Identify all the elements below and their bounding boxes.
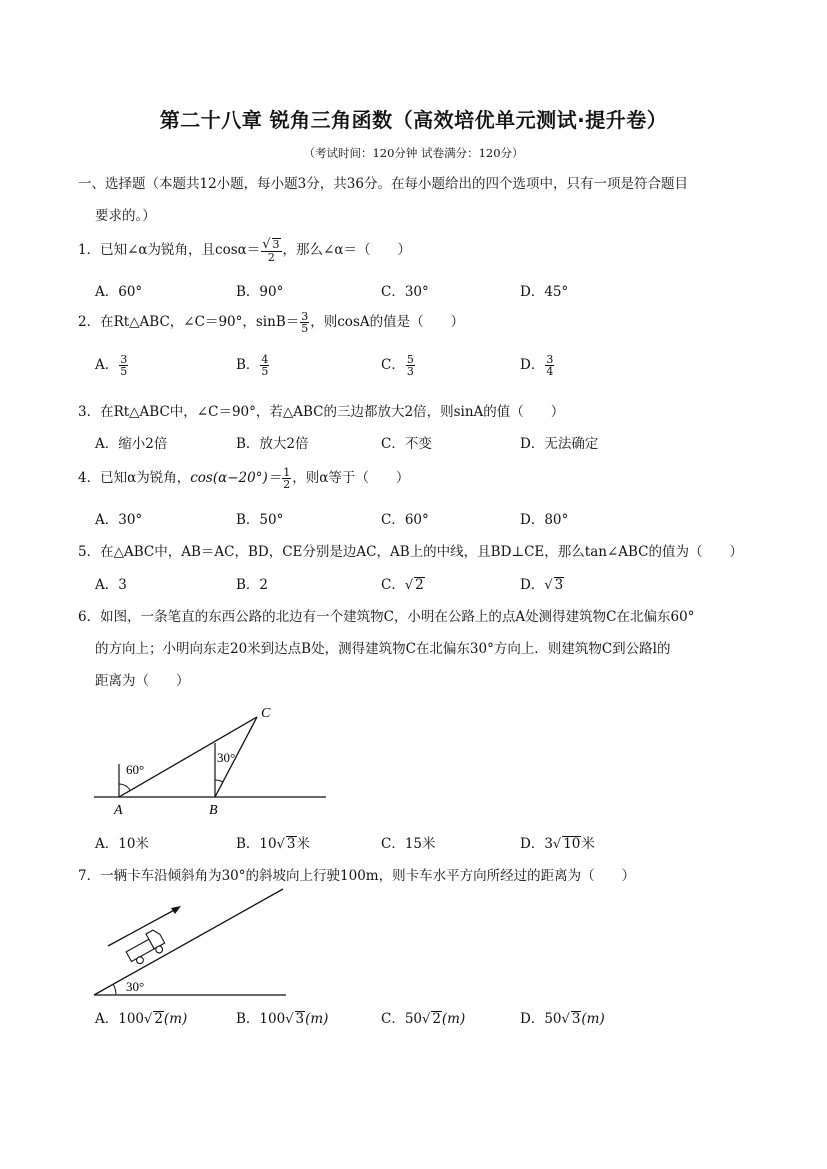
q7-figure	[88, 885, 288, 999]
q6-point-a: A	[114, 803, 123, 818]
q6-angle-60: 60°	[126, 762, 145, 777]
q6-option-d-radicand: 10	[563, 836, 581, 852]
q4-den: 2	[283, 478, 291, 491]
q4-expression: cos(α−20°)＝	[190, 470, 282, 486]
q7-direction-arrow	[108, 908, 178, 946]
q2-option-b-fraction	[260, 354, 269, 377]
q4-num: 1	[283, 466, 291, 479]
q2-option-c-letter: C．	[381, 357, 405, 373]
question-6-line1: 6．如图，一条笔直的东西公路的北边有一个建筑物C，小明在公路上的点A处测得建筑物C在北偏东60°	[78, 609, 695, 625]
q7-angle-label: 30°	[126, 979, 145, 994]
q6-option-a[interactable]: A．10米	[95, 836, 149, 852]
q4-stem-a: 4．已知α为锐角，	[78, 470, 191, 486]
q6-angle-arc-60	[119, 784, 130, 791]
q1-option-b[interactable]: B．90°	[236, 284, 284, 300]
q5-option-d-letter: D．	[520, 577, 545, 593]
q7-slope-line	[94, 889, 283, 995]
q6-point-c: C	[261, 706, 271, 721]
q1-fraction: $\frac{√ 3}{2}$	[262, 237, 280, 264]
q2-option-c[interactable]	[381, 353, 416, 377]
q6-figure	[88, 700, 333, 822]
q6-option-b[interactable]: B．10√ 3米	[236, 836, 310, 852]
q2-option-d-den: 4	[546, 365, 554, 378]
q4-option-d[interactable]: D．80°	[520, 512, 569, 528]
q5-option-c[interactable]: C．√ 2	[381, 577, 424, 593]
q6-option-d-letter: D．3	[520, 836, 553, 852]
q2-option-a-num: 3	[120, 353, 128, 366]
q6-option-c[interactable]: C．15米	[381, 836, 436, 852]
q2-option-b-letter: B．	[236, 357, 260, 373]
question-7-stem: 7．一辆卡车沿倾斜角为30°的斜坡向上行驶100m，则卡车水平方向所经过的距离为（ ）	[78, 868, 636, 884]
q2-fraction	[300, 311, 309, 334]
q7-option-d[interactable]: D．50√ 3(m)	[520, 1011, 605, 1027]
q2-option-a[interactable]	[95, 353, 129, 377]
question-5-stem: 5．在△ABC中，AB＝AC，BD，CE分别是边AC，AB上的中线，且BD⊥CE，那么tan∠ABC的值为（ ）	[78, 544, 743, 560]
page-title: 第二十八章 锐角三角函数（高效培优单元测试·提升卷）	[159, 108, 668, 132]
q7-option-a-suffix: (m)	[163, 1011, 188, 1027]
q2-stem-a: 2．在Rt△ABC，∠C＝90°，sinB＝	[78, 314, 300, 330]
q6-option-d[interactable]: D．3√ 10米	[520, 836, 595, 852]
question-6-line3: 距离为（ ）	[95, 673, 190, 689]
question-1-stem	[78, 238, 411, 263]
question-3-stem: 3．在Rt△ABC中，∠C＝90°，若△ABC的三边都放大2倍，则sinA的值（ ）	[78, 404, 565, 420]
q6-option-d-suffix: 米	[581, 836, 595, 852]
q7-option-b-radicand: 3	[295, 1011, 305, 1027]
q2-option-c-den: 3	[406, 365, 414, 378]
q3-option-d[interactable]: D．无法确定	[520, 436, 599, 452]
q5-option-c-radicand: 2	[415, 577, 424, 593]
q7-option-d-letter: D．50	[520, 1011, 562, 1027]
q2-stem-b: ，则cosA的值是（ ）	[310, 314, 465, 330]
q5-option-a[interactable]: A．3	[95, 577, 127, 593]
q4-stem-b: ，则α等于（ ）	[292, 470, 410, 486]
q7-option-b-suffix: (m)	[305, 1011, 329, 1027]
q4-option-a[interactable]: A．30°	[95, 512, 143, 528]
q1-stem-b: ，那么∠α＝（ ）	[282, 242, 411, 258]
q2-option-a-fraction	[119, 354, 128, 377]
q2-option-d-fraction	[545, 354, 554, 377]
q7-option-c-letter: C．50	[381, 1011, 423, 1027]
q3-option-a[interactable]: A．缩小2倍	[95, 436, 168, 452]
q1-stem-a: 1．已知∠α为锐角，且cosα＝	[78, 242, 261, 258]
q2-option-b-den: 5	[261, 365, 269, 378]
q1-option-a[interactable]: A．60°	[95, 284, 143, 300]
q5-option-c-letter: C．	[381, 577, 405, 593]
q2-option-c-fraction	[406, 354, 415, 377]
q7-option-c-radicand: 2	[432, 1011, 441, 1027]
q2-option-b[interactable]	[236, 353, 270, 377]
q4-fraction	[282, 467, 291, 490]
q1-option-c[interactable]: C．30°	[381, 284, 429, 300]
section-heading-line2: 要求的。）	[95, 208, 156, 224]
q7-option-a-letter: A．100	[95, 1011, 145, 1027]
q6-option-b-letter: B．10	[236, 836, 277, 852]
q5-option-d[interactable]: D．√ 3	[520, 577, 564, 593]
q2-den: 5	[301, 322, 309, 335]
q1-den: 2	[267, 251, 275, 264]
q4-option-c[interactable]: C．60°	[381, 512, 429, 528]
question-2-stem	[78, 310, 464, 334]
q7-option-b-letter: B．100	[236, 1011, 286, 1027]
q2-num: 3	[301, 310, 309, 323]
q7-option-d-suffix: (m)	[581, 1011, 605, 1027]
q2-option-a-den: 5	[120, 365, 128, 378]
q6-angle-arc-30	[215, 780, 223, 782]
q2-option-c-num: 5	[406, 353, 414, 366]
q3-option-b[interactable]: B．放大2倍	[236, 436, 309, 452]
q1-option-d[interactable]: D．45°	[520, 284, 569, 300]
q6-point-b: B	[209, 803, 218, 818]
q7-option-c[interactable]: C．50√ 2(m)	[381, 1011, 466, 1027]
question-6-line2: 的方向上；小明向东走20米到达点B处，测得建筑物C在北偏东30°方向上．则建筑物C到公路l的	[95, 641, 671, 657]
q7-option-b[interactable]: B．100√ 3(m)	[236, 1011, 329, 1027]
q2-option-a-letter: A．	[95, 357, 119, 373]
question-4-stem	[78, 466, 409, 490]
q7-option-a[interactable]: A．100√ 2(m)	[95, 1011, 188, 1027]
q2-option-d[interactable]	[520, 353, 555, 377]
section-heading-line1: 一、选择题（本题共12小题，每小题3分，共36分。在每小题给出的四个选项中，只有一项是符合题目	[78, 176, 688, 192]
q4-option-b[interactable]: B．50°	[236, 512, 284, 528]
q7-arrow-head	[171, 906, 181, 914]
q6-angle-30: 30°	[217, 750, 236, 765]
q6-option-b-suffix: 米	[296, 836, 310, 852]
q2-option-b-num: 4	[261, 353, 269, 366]
exam-info: （考试时间：120分钟 试卷满分：120分）	[303, 146, 524, 160]
q7-angle-arc	[113, 984, 116, 995]
q5-option-b[interactable]: B．2	[236, 577, 269, 593]
q7-option-c-suffix: (m)	[441, 1011, 466, 1027]
q2-option-d-num: 3	[546, 353, 554, 366]
q7-option-a-radicand: 2	[154, 1011, 163, 1027]
q7-option-d-radicand: 3	[571, 1011, 581, 1027]
q2-option-d-letter: D．	[520, 357, 545, 373]
q5-option-d-radicand: 3	[554, 577, 564, 593]
q6-option-b-radicand: 3	[286, 836, 296, 852]
q3-option-c[interactable]: C．不变	[381, 436, 432, 452]
q1-radicand: 3	[272, 238, 280, 251]
